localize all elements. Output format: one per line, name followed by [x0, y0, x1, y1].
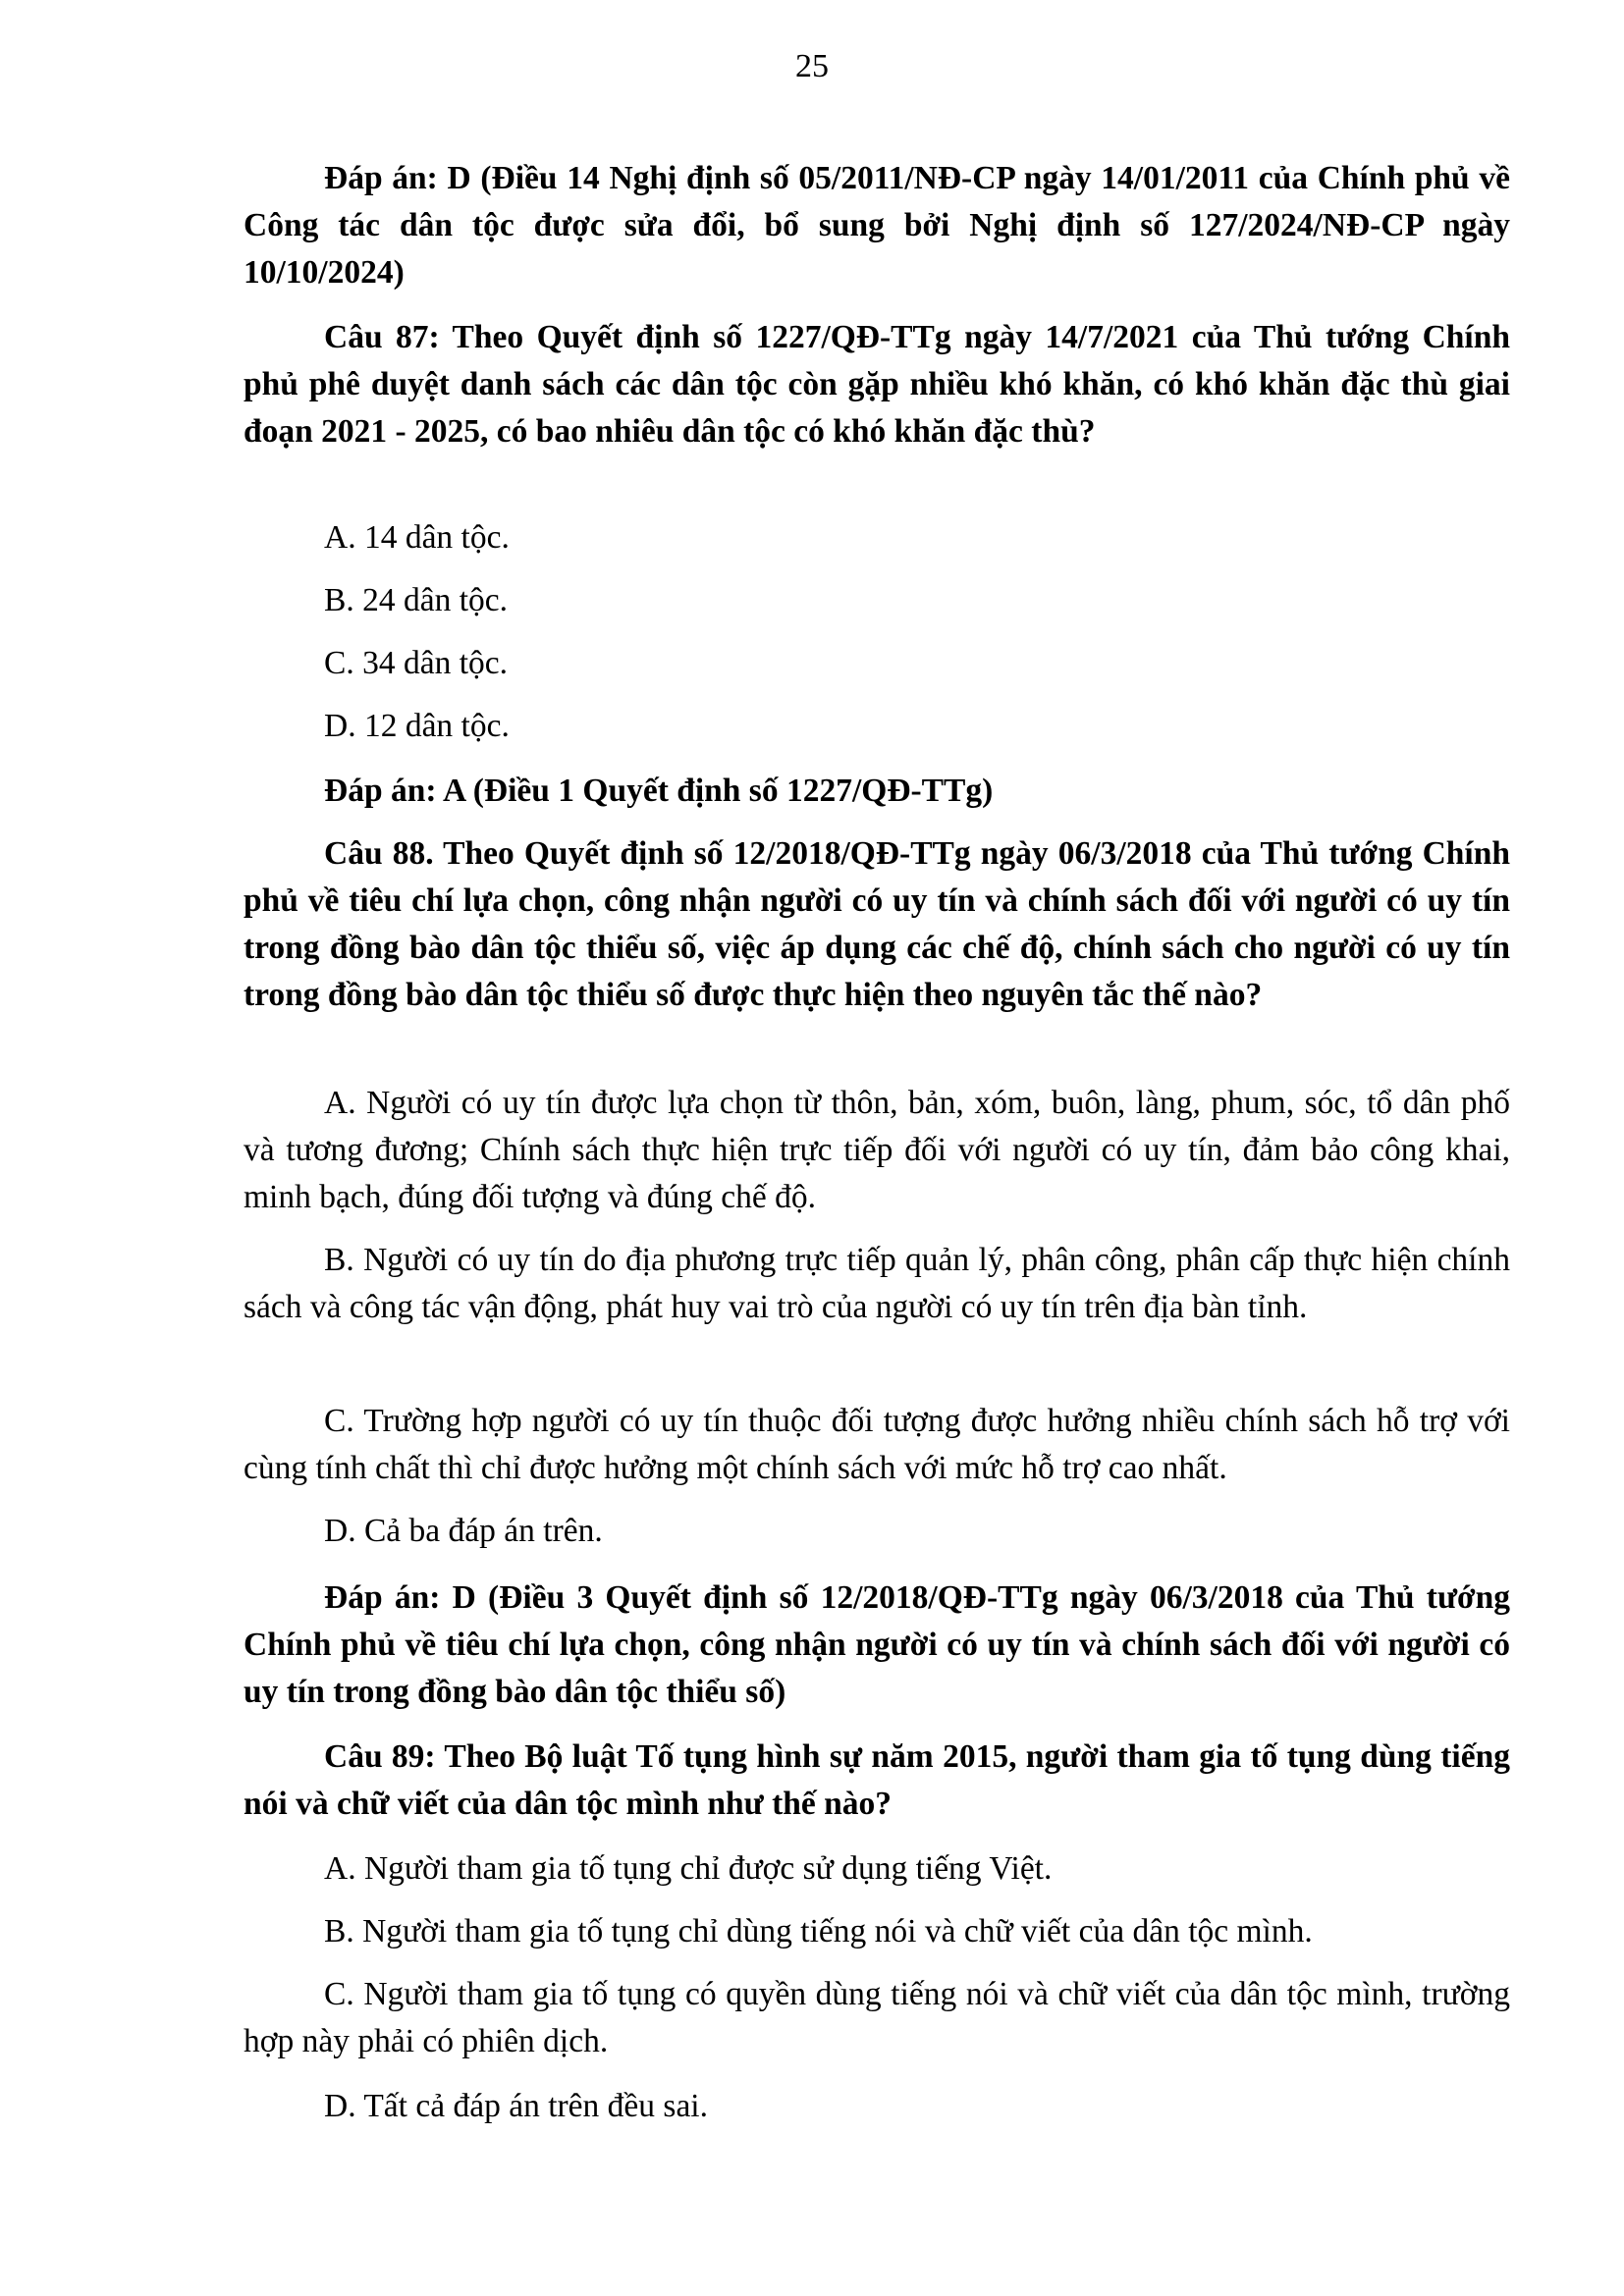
page-number: 25	[795, 48, 829, 84]
question-87-option-d: D. 12 dân tộc.	[324, 708, 510, 744]
question-88-option-b: B. Người có uy tín do địa phương trực tiếp quản lý, phân công, phân cấp thực hiện chính sách và công tác vận động, phát huy vai trò của người có uy tín trên địa bàn tỉnh.	[244, 1242, 1510, 1325]
question-87-option-b: B. 24 dân tộc.	[324, 582, 509, 618]
question-89-option-c: C. Người tham gia tố tụng có quyền dùng tiếng nói và chữ viết của dân tộc mình, trường hợp này phải có phiên dịch.	[244, 1976, 1510, 2059]
answer-87: Đáp án: A (Điều 1 Quyết định số 1227/QĐ-TTg)	[324, 773, 994, 809]
question-87: Câu 87: Theo Quyết định số 1227/QĐ-TTg ngày 14/7/2021 của Thủ tướng Chính phủ phê duyệt danh sách các dân tộc còn gặp nhiều khó khăn, có khó khăn đặc thù giai đoạn 2021 - 2025, có bao nhiêu dân tộc có khó khăn đặc thù?	[244, 319, 1510, 450]
question-89-option-b: B. Người tham gia tố tụng chỉ dùng tiếng nói và chữ viết của dân tộc mình.	[324, 1913, 1313, 1949]
question-87-option-c: C. 34 dân tộc.	[324, 645, 509, 681]
question-87-option-a: A. 14 dân tộc.	[324, 519, 510, 556]
question-88: Câu 88. Theo Quyết định số 12/2018/QĐ-TTg ngày 06/3/2018 của Thủ tướng Chính phủ về tiêu chí lựa chọn, công nhận người có uy tín và chính sách đối với người có uy tín trong đồng bào dân tộc thiểu số, việc áp dụng các chế độ, chính sách cho người có uy tín trong đồng bào dân tộc thiểu số được thực hiện theo nguyên tắc thế nào?	[244, 835, 1510, 1013]
question-89: Câu 89: Theo Bộ luật Tố tụng hình sự năm 2015, người tham gia tố tụng dùng tiếng nói và chữ viết của dân tộc mình như thế nào?	[244, 1738, 1510, 1822]
answer-88: Đáp án: D (Điều 3 Quyết định số 12/2018/QĐ-TTg ngày 06/3/2018 của Thủ tướng Chính phủ về tiêu chí lựa chọn, công nhận người có uy tín và chính sách đối với người có uy tín trong đồng bào dân tộc thiểu số)	[244, 1579, 1510, 1710]
question-89-option-d: D. Tất cả đáp án trên đều sai.	[324, 2088, 708, 2124]
answer-86: Đáp án: D (Điều 14 Nghị định số 05/2011/NĐ-CP ngày 14/01/2011 của Chính phủ về Công tác dân tộc được sửa đổi, bổ sung bởi Nghị định số 127/2024/NĐ-CP ngày 10/10/2024)	[244, 160, 1510, 291]
question-88-option-d: D. Cả ba đáp án trên.	[324, 1513, 603, 1549]
question-88-option-a: A. Người có uy tín được lựa chọn từ thôn, bản, xóm, buôn, làng, phum, sóc, tổ dân phố và tương đương; Chính sách thực hiện trực tiếp đối với người có uy tín, đảm bảo công khai, minh bạch, đúng đối tượng và đúng chế độ.	[244, 1085, 1510, 1215]
question-89-option-a: A. Người tham gia tố tụng chỉ được sử dụng tiếng Việt.	[324, 1850, 1053, 1887]
question-88-option-c: C. Trường hợp người có uy tín thuộc đối tượng được hưởng nhiều chính sách hỗ trợ với cùng tính chất thì chỉ được hưởng một chính sách với mức hỗ trợ cao nhất.	[244, 1403, 1510, 1486]
